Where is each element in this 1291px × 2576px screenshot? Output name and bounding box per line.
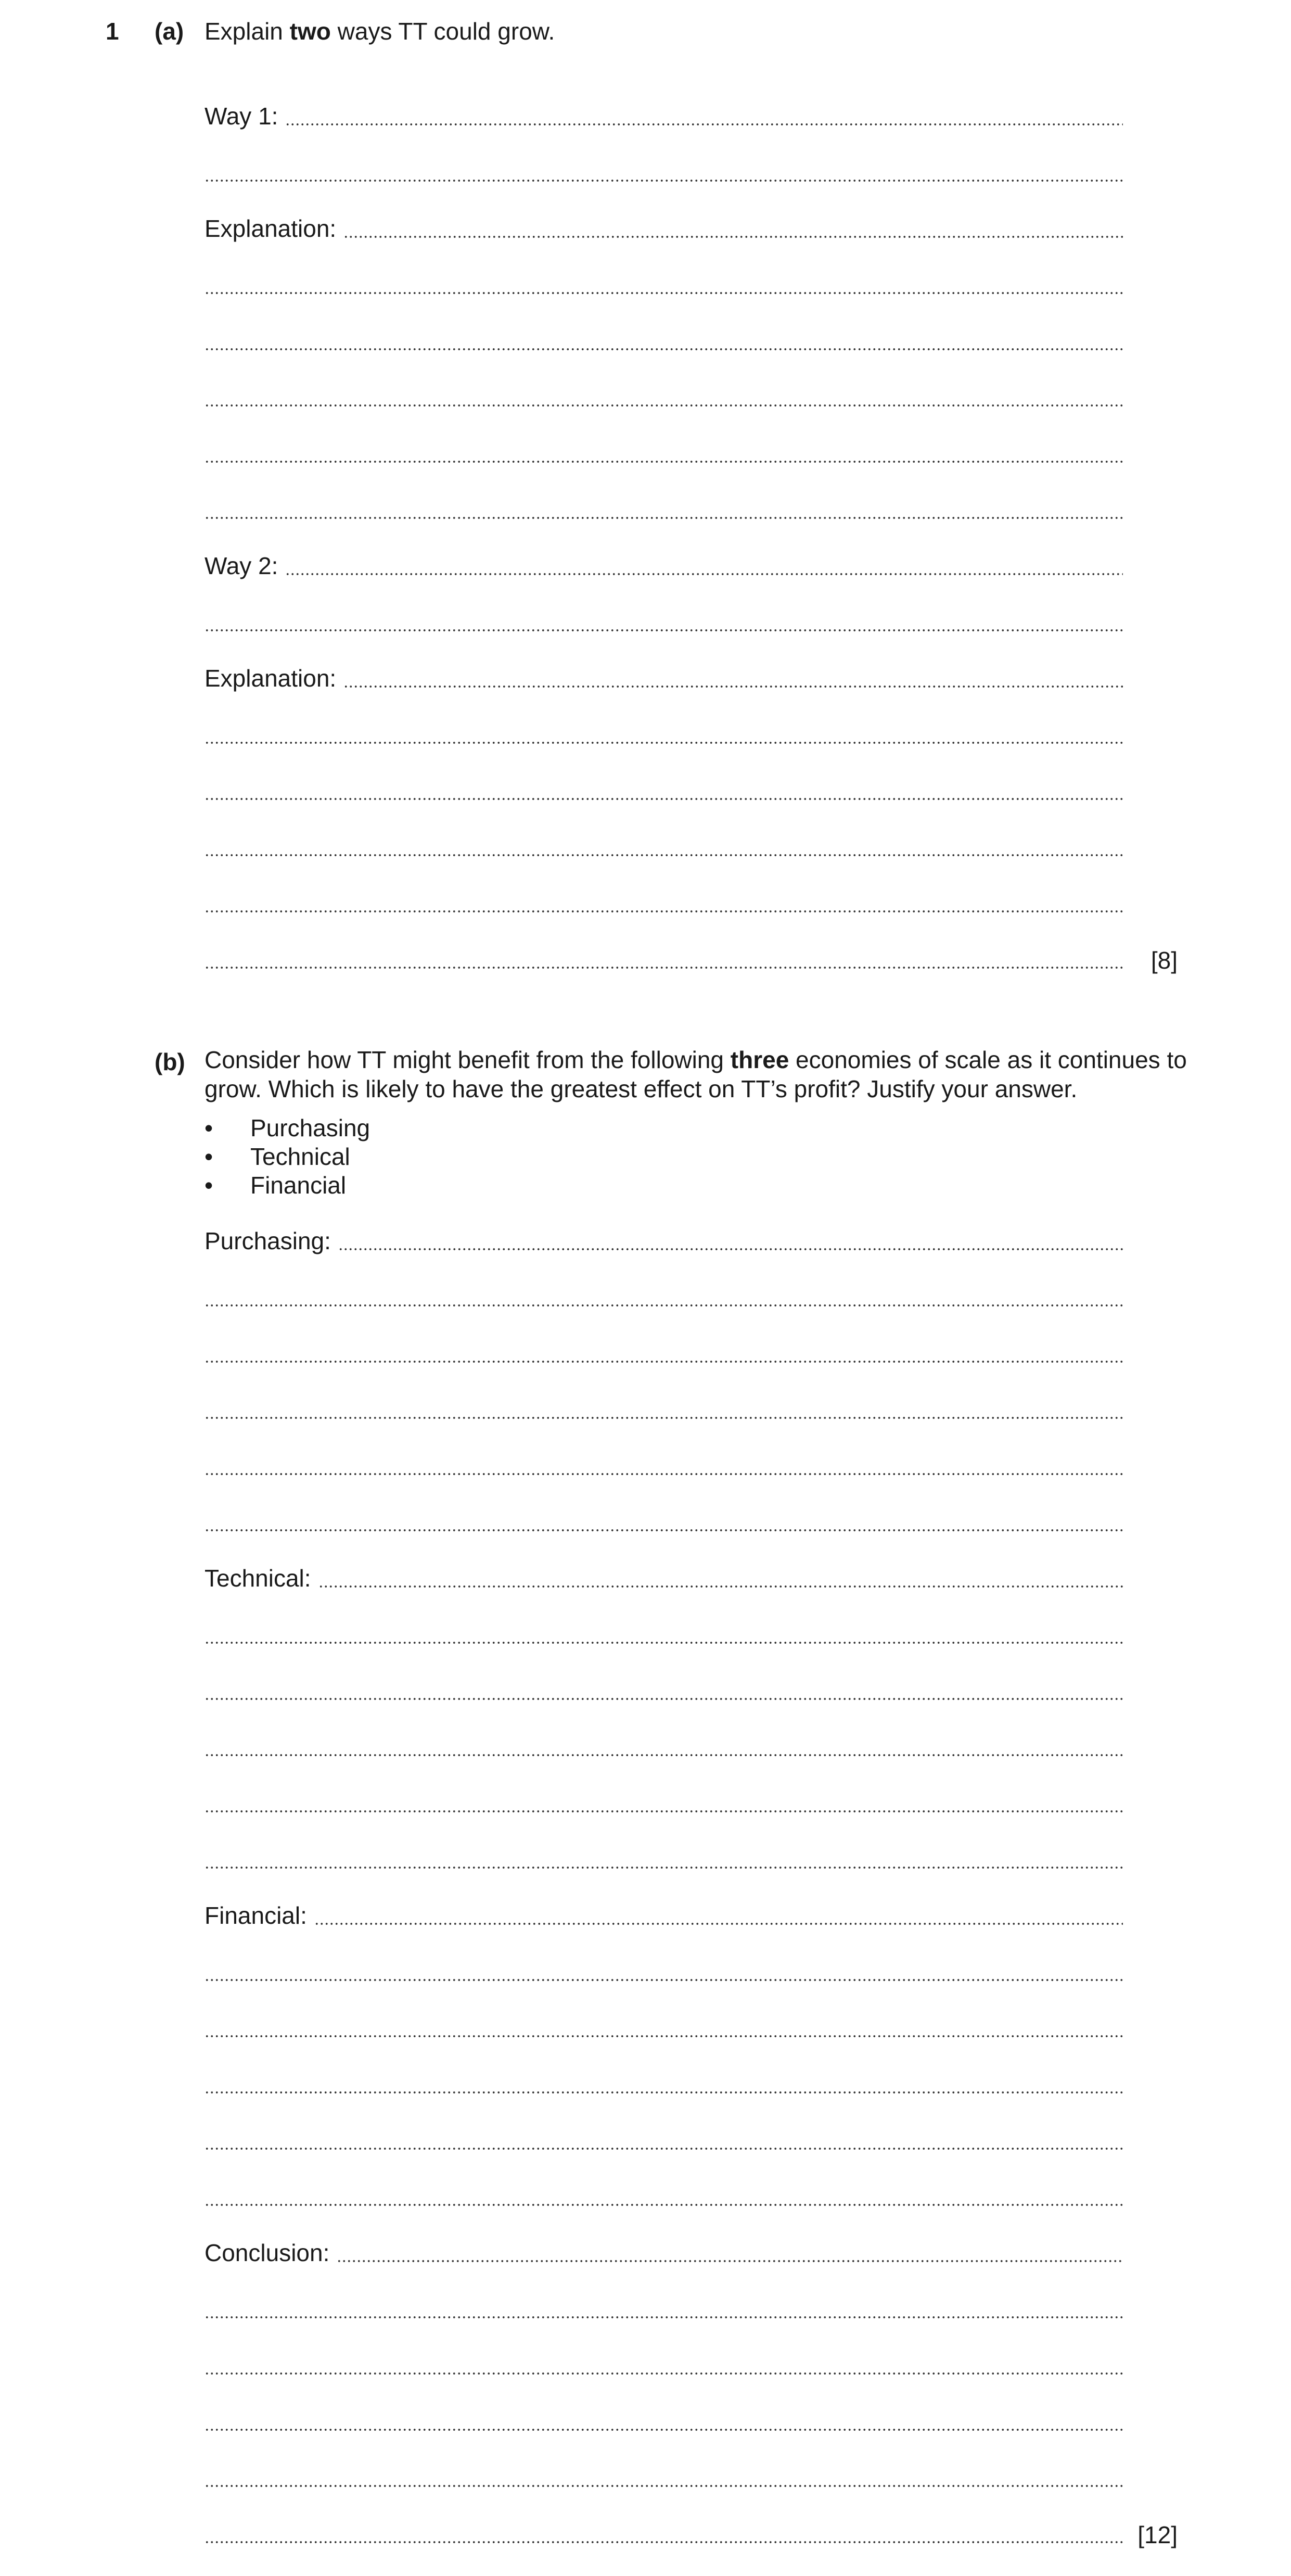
answer-line[interactable] — [204, 273, 1123, 297]
bullet-item — [204, 1173, 346, 1197]
dotted-rule — [204, 2484, 1123, 2488]
dotted-rule — [204, 910, 1123, 913]
answer-line[interactable] — [204, 1622, 1123, 1646]
answer-line[interactable] — [204, 1454, 1123, 1478]
dotted-rule — [204, 1697, 1123, 1701]
dotted-rule — [204, 2147, 1123, 2150]
answer-line[interactable] — [204, 779, 1123, 803]
answer-line[interactable] — [204, 2409, 1123, 2433]
answer-line[interactable] — [204, 441, 1123, 465]
dotted-rule — [204, 460, 1123, 463]
part-b-prompt-bold: three — [730, 1046, 789, 1073]
answer-line[interactable] — [204, 1341, 1123, 1365]
bullet-icon: • — [204, 1172, 213, 1199]
answer-line[interactable] — [204, 610, 1123, 634]
explanation-1-label: Explanation: — [204, 215, 337, 242]
answer-line[interactable] — [204, 2185, 1123, 2209]
dotted-rule — [337, 2260, 1123, 2263]
dotted-rule — [204, 2035, 1123, 2038]
bullet-text: Purchasing — [250, 1114, 370, 1141]
dotted-rule — [204, 1641, 1123, 1644]
answer-line[interactable] — [204, 217, 1123, 240]
answer-line[interactable] — [204, 1398, 1123, 1422]
dotted-rule — [314, 1922, 1123, 1925]
question-number: 1 — [106, 18, 119, 45]
answer-line[interactable] — [204, 1960, 1123, 1984]
answer-line[interactable] — [204, 2466, 1123, 2490]
part-a-prompt-bold: two — [289, 18, 331, 45]
answer-line[interactable] — [204, 947, 1123, 971]
dotted-rule — [204, 1529, 1123, 1532]
answer-line[interactable] — [204, 722, 1123, 746]
part-a-marks: [8] — [1151, 947, 1178, 974]
dotted-rule — [204, 1360, 1123, 1363]
part-b-prompt-post: economies of scale as it continues to grow. Which is likely to have the greatest effect on TT’s profit? Justify your answer. — [204, 1046, 1187, 1102]
dotted-rule — [285, 573, 1123, 576]
dotted-rule — [204, 1304, 1123, 1307]
dotted-rule — [204, 2316, 1123, 2319]
answer-line[interactable] — [204, 1229, 1123, 1253]
dotted-rule — [204, 1473, 1123, 1476]
dotted-rule — [204, 2203, 1123, 2206]
part-a-prompt-pre: Explain — [204, 18, 290, 45]
bullet-icon: • — [204, 1114, 213, 1141]
bullet-text: Technical — [250, 1143, 350, 1170]
dotted-rule — [204, 2541, 1123, 2544]
dotted-rule — [204, 1810, 1123, 1813]
answer-line[interactable] — [204, 2072, 1123, 2096]
answer-line[interactable] — [204, 666, 1123, 690]
answer-line[interactable] — [204, 1904, 1123, 1927]
bullet-item — [204, 1145, 350, 1169]
dotted-rule — [204, 404, 1123, 407]
technical-label: Technical: — [204, 1565, 311, 1592]
dotted-rule — [343, 235, 1123, 238]
part-a-prompt-post: ways TT could grow. — [330, 18, 555, 45]
answer-line[interactable] — [204, 2128, 1123, 2152]
dotted-rule — [204, 348, 1123, 351]
dotted-rule — [204, 179, 1123, 182]
bullet-item — [204, 1116, 370, 1140]
answer-line[interactable] — [204, 2297, 1123, 2321]
dotted-rule — [204, 1416, 1123, 1419]
dotted-rule — [338, 1248, 1123, 1251]
bullet-icon: • — [204, 1143, 213, 1170]
part-b-marks: [12] — [1137, 2521, 1178, 2548]
dotted-rule — [204, 797, 1123, 801]
financial-label: Financial: — [204, 1902, 307, 1929]
answer-line[interactable] — [204, 835, 1123, 859]
dotted-rule — [204, 1866, 1123, 1869]
answer-line[interactable] — [204, 1735, 1123, 1759]
dotted-rule — [204, 1754, 1123, 1757]
way-1-label: Way 1: — [204, 103, 278, 130]
answer-line[interactable] — [204, 160, 1123, 184]
dotted-rule — [204, 2428, 1123, 2431]
part-a-label: (a) — [155, 18, 184, 45]
answer-line[interactable] — [204, 2522, 1123, 2546]
answer-line[interactable] — [204, 554, 1123, 578]
dotted-rule — [204, 291, 1123, 295]
answer-line[interactable] — [204, 2353, 1123, 2377]
part-b-prompt-pre: Consider how TT might benefit from the following — [204, 1046, 731, 1073]
answer-line[interactable] — [204, 1285, 1123, 1309]
dotted-rule — [318, 1585, 1123, 1588]
dotted-rule — [285, 123, 1123, 126]
conclusion-label: Conclusion: — [204, 2239, 330, 2266]
answer-line[interactable] — [204, 329, 1123, 353]
answer-line[interactable] — [204, 1510, 1123, 1534]
dotted-rule — [343, 685, 1123, 688]
bullet-text: Financial — [250, 1172, 347, 1199]
dotted-rule — [204, 1978, 1123, 1982]
answer-line[interactable] — [204, 1566, 1123, 1590]
part-a-prompt — [204, 19, 555, 43]
answer-line[interactable] — [204, 2016, 1123, 2040]
answer-line[interactable] — [204, 385, 1123, 409]
answer-line[interactable] — [204, 104, 1123, 128]
dotted-rule — [204, 741, 1123, 744]
way-2-label: Way 2: — [204, 552, 278, 579]
dotted-rule — [204, 629, 1123, 632]
dotted-rule — [204, 516, 1123, 519]
answer-line[interactable] — [204, 1847, 1123, 1871]
dotted-rule — [204, 854, 1123, 857]
dotted-rule — [204, 966, 1123, 969]
dotted-rule — [204, 2372, 1123, 2375]
answer-line[interactable] — [204, 1679, 1123, 1703]
answer-line[interactable] — [204, 1791, 1123, 1815]
answer-line[interactable] — [204, 891, 1123, 915]
part-b-prompt — [204, 1045, 1193, 1103]
explanation-2-label: Explanation: — [204, 665, 337, 692]
answer-line[interactable] — [204, 498, 1123, 522]
answer-line[interactable] — [204, 2241, 1123, 2265]
dotted-rule — [204, 2091, 1123, 2094]
purchasing-label: Purchasing: — [204, 1227, 331, 1254]
part-b-label: (b) — [155, 1048, 185, 1075]
